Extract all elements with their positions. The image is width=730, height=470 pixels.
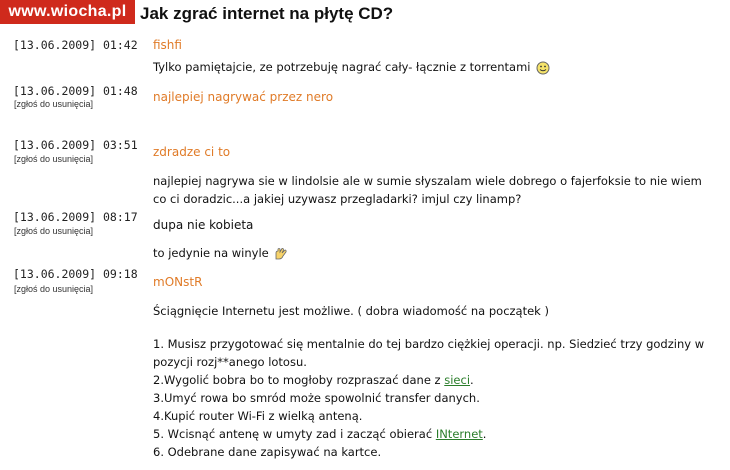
- post-timestamp: [13.06.2009] 01:42: [13, 38, 138, 52]
- report-link[interactable]: [zgłoś do usunięcia]: [14, 99, 94, 109]
- post-text-content: Tylko pamiętajcie, ze potrzebuję nagrać cały- łącznie z torrentami: [153, 60, 531, 74]
- report-link[interactable]: [zgłoś do usunięcia]: [14, 226, 94, 236]
- smiley-icon: [535, 61, 551, 75]
- step-item: 6. Odebrane dane zapisywać na kartce.: [153, 445, 382, 459]
- post-text: najlepiej nagrywa sie w lindolsie ale w sumie słyszalam wiele dobrego o fajerfoksie to nie wiem co ci doradzic...a jakiej uzywasz przegladarki? imjul czy linamp?: [153, 174, 702, 206]
- post-timestamp: [13.06.2009] 08:17: [13, 210, 138, 224]
- post-text-content: to jedynie na winyle: [153, 246, 269, 260]
- step-item: 4.Kupić router Wi-Fi z wielką anteną.: [153, 409, 363, 423]
- post-text: [153, 58, 713, 76]
- post-author[interactable]: fishfi: [153, 38, 182, 52]
- sieci-link[interactable]: sieci: [444, 373, 471, 387]
- step-item: 5. Wcisnąć antenę w umyty zad i zacząć obierać INternet.: [153, 427, 487, 441]
- step-item: 1. Musisz przygotować się mentalnie do tej bardzo ciężkiej operacji. np. Siedzieć trzy godziny w pozycji rozj**anego lotosu.: [153, 337, 705, 369]
- step-item: 3.Umyć rowa bo smród może spowolnić transfer danych.: [153, 391, 480, 405]
- thread-title: Jak zgrać internet na płytę CD?: [140, 4, 394, 23]
- post-text-intro: Ściągnięcie Internetu jest możliwe. ( dobra wiadomość na początek ): [153, 304, 549, 318]
- post-author[interactable]: najlepiej nagrywać przez nero: [153, 90, 334, 104]
- post-author[interactable]: dupa nie kobieta: [153, 218, 254, 232]
- internet-link[interactable]: INternet: [435, 427, 483, 441]
- post-timestamp: [13.06.2009] 09:18: [13, 267, 138, 281]
- report-link[interactable]: [zgłoś do usunięcia]: [14, 284, 94, 294]
- post-author[interactable]: zdradze ci to: [153, 145, 231, 159]
- post-timestamp: [13.06.2009] 01:48: [13, 84, 138, 98]
- post-text: [153, 244, 713, 262]
- site-watermark: www.wiocha.pl: [0, 0, 135, 24]
- hand-icon: [273, 247, 289, 261]
- report-link[interactable]: [zgłoś do usunięcia]: [14, 154, 94, 164]
- step-item: 2.Wygolić bobra bo to mogłoby rozpraszać dane z sieci.: [153, 373, 474, 387]
- post-steps: [153, 335, 713, 461]
- post-timestamp: [13.06.2009] 03:51: [13, 138, 138, 152]
- post-author[interactable]: mONstR: [153, 275, 203, 289]
